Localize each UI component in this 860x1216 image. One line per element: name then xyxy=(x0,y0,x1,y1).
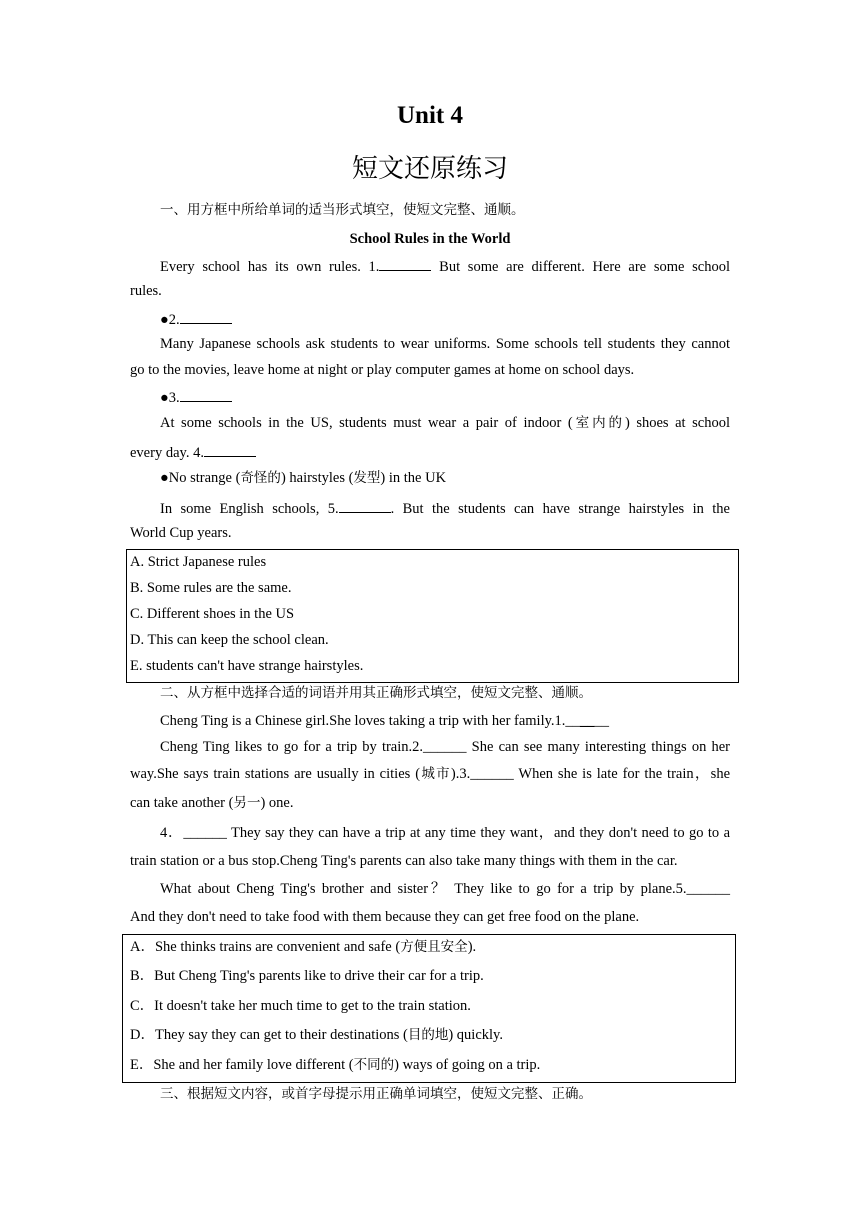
passage2-line: Cheng Ting likes to go for a trip by train.2.______ She can see many interesting things on her xyxy=(160,739,730,755)
option-item: C. Different shoes in the US xyxy=(130,606,295,622)
bullet-heading-2: ●2. xyxy=(160,309,232,329)
option-item: A．She thinks trains are convenient and safe (方便且安全). xyxy=(130,939,477,955)
answer-blank-4[interactable] xyxy=(204,442,256,457)
answer-blank-5[interactable] xyxy=(339,498,391,513)
passage2-line: What about Cheng Ting's brother and sister？ They like to go for a trip by plane.5.______ xyxy=(160,881,730,897)
worksheet-subtitle: 短文还原练习 xyxy=(351,154,508,184)
passage1-title: School Rules in the World xyxy=(349,231,511,247)
passage1-line: rules. xyxy=(130,283,162,299)
passage1-line: At some schools in the US, students must wear a pair of indoor (室内的) shoes at school xyxy=(160,415,731,431)
passage1-line: In some English schools, 5. . But the students can have strange hairstyles in the xyxy=(160,498,730,518)
options-box-2 xyxy=(122,934,736,1083)
passage2-line: train station or a bus stop.Cheng Ting's parents can also take many things with them in the car. xyxy=(130,853,678,869)
passage1-line: World Cup years. xyxy=(130,525,232,541)
option-item: C．It doesn't take her much time to get to the train station. xyxy=(130,998,471,1014)
answer-blank-10[interactable]: ____ xyxy=(701,881,730,897)
answer-blank-9[interactable]: ____ xyxy=(197,825,227,841)
passage2-line: Cheng Ting is a Chinese girl.She loves taking a trip with her family.1.______ xyxy=(160,713,609,729)
passage2-line: can take another (另一) one. xyxy=(130,795,294,811)
option-item: B. Some rules are the same. xyxy=(130,580,292,596)
option-item: A. Strict Japanese rules xyxy=(130,554,267,570)
section3-instruction: 三、根据短文内容，或首字母提示用正确单词填空，使短文完整、正确。 xyxy=(160,1086,592,1102)
answer-blank-3[interactable] xyxy=(180,387,232,402)
answer-blank-7[interactable]: ____ xyxy=(437,739,467,755)
passage1-line: Many Japanese schools ask students to wear uniforms. Some schools tell students they cannot xyxy=(160,336,730,352)
option-item: D．They say they can get to their destinations (目的地) quickly. xyxy=(130,1027,503,1043)
section1-instruction: 一、用方框中所给单词的适当形式填空，使短文完整、通顺。 xyxy=(160,202,525,218)
option-item: E. students can't have strange hairstyles. xyxy=(130,658,364,674)
passage1-line: Every school has its own rules. 1. But some are different. Here are some school xyxy=(160,256,730,276)
passage2-line: way.She says train stations are usually in cities (城市).3.______ When she is late for the train，she xyxy=(130,766,731,782)
passage1-line: every day. 4. xyxy=(130,442,256,462)
section2-instruction: 二、从方框中选择合适的词语并用其正确形式填空，使短文完整、通顺。 xyxy=(160,685,592,701)
passage2-line: And they don't need to take food with them because they can get free food on the plane. xyxy=(130,909,640,925)
passage1-line: go to the movies, leave home at night or play computer games at home on school days. xyxy=(130,362,635,378)
answer-blank-6[interactable]: __ xyxy=(579,713,595,729)
passage2-line: 4．______ They say they can have a trip at any time they want，and they don't need to go to a xyxy=(160,825,731,841)
unit-title: Unit 4 xyxy=(397,102,463,129)
bullet-heading-3: ●3. xyxy=(160,387,232,407)
option-item: B．But Cheng Ting's parents like to drive their car for a trip. xyxy=(130,968,484,984)
answer-blank-1[interactable] xyxy=(379,256,431,271)
options-box-1 xyxy=(126,549,739,683)
answer-blank-2[interactable] xyxy=(180,309,232,324)
bullet-heading-uk: ●No strange (奇怪的) hairstyles (发型) in the UK xyxy=(160,470,447,486)
option-item: D. This can keep the school clean. xyxy=(130,632,329,648)
option-item: E．She and her family love different (不同的) ways of going on a trip. xyxy=(130,1057,541,1073)
answer-blank-8[interactable]: ____ xyxy=(484,766,514,782)
